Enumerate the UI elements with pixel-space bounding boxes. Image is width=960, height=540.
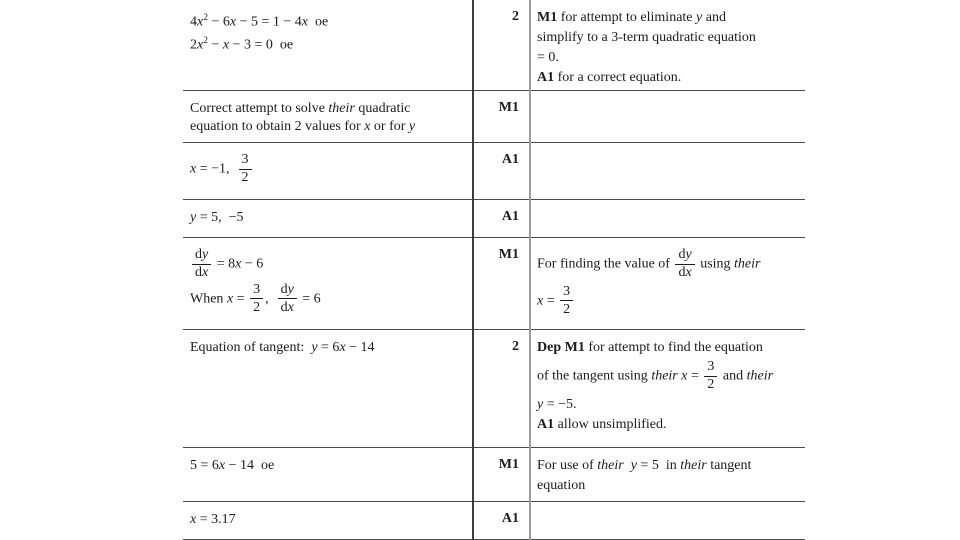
text-run: Correct attempt to solve (190, 101, 329, 116)
text-run: = (687, 368, 703, 384)
text-run: for attempt to eliminate (557, 10, 697, 25)
text-run: − 3 = 0 oe (229, 37, 294, 52)
text-run: x (197, 14, 204, 30)
text-run (624, 458, 631, 473)
text-run: Dep M1 (537, 340, 585, 355)
text-line (190, 100, 464, 118)
fraction (192, 248, 211, 281)
text-run: y (537, 396, 544, 412)
answer-cell (183, 448, 472, 501)
text-run: = 0. (537, 50, 559, 65)
text-line (190, 339, 464, 357)
text-run: = 5, −5 (196, 210, 244, 225)
text-line (190, 457, 464, 475)
text-run: tangent (706, 458, 752, 473)
text-line (537, 359, 799, 394)
text-run: = −5. (543, 396, 577, 412)
guidance-cell (529, 91, 805, 142)
mark-cell: 2 (512, 339, 519, 354)
answer-cell (183, 91, 472, 142)
text-run: 2 (563, 301, 571, 317)
text-run: 3 (253, 281, 261, 297)
answer-cell (183, 200, 472, 237)
text-line (537, 477, 799, 495)
text-line (537, 457, 799, 475)
mark-cell: A1 (501, 511, 519, 526)
text-run: x (537, 293, 544, 309)
mark-cell: A1 (501, 209, 519, 224)
text-run: their (328, 101, 355, 116)
guidance-cell (529, 143, 805, 199)
table-row (183, 330, 805, 448)
text-run: d (280, 299, 288, 315)
text-run: x (685, 265, 692, 281)
text-line (190, 209, 464, 227)
text-line (537, 69, 799, 87)
text-line (190, 247, 464, 282)
fraction (278, 283, 297, 316)
text-line (190, 511, 464, 529)
text-run: equation to obtain 2 values for (190, 119, 365, 134)
text-run: d (195, 247, 202, 262)
guidance-cell (529, 448, 805, 501)
text-run: y (202, 247, 209, 262)
text-run: of the tangent using (537, 368, 652, 384)
text-run: simplify to a 3-term quadratic equation (537, 30, 756, 45)
table-row (183, 143, 805, 200)
text-run: 2 (707, 377, 715, 393)
guidance-cell (529, 238, 805, 329)
text-run: 2 (253, 299, 261, 315)
text-run: and (719, 368, 747, 384)
text-line (537, 416, 799, 434)
text-run: x (226, 291, 234, 307)
text-run: x (190, 512, 197, 527)
text-run: y (190, 210, 197, 225)
text-line (190, 32, 464, 55)
superscript: 2 (203, 13, 208, 23)
text-run: − (207, 37, 223, 52)
answer-cell (183, 0, 472, 90)
table-row (183, 238, 805, 330)
answer-cell (183, 502, 472, 539)
text-run: d (678, 247, 686, 262)
guidance-cell (529, 200, 805, 237)
text-run: = 5 in (636, 458, 681, 473)
mark-cell: 2 (512, 9, 519, 24)
fraction (250, 283, 263, 316)
answer-cell (183, 143, 472, 199)
text-run: y (630, 458, 637, 473)
text-run: A1 (537, 416, 555, 432)
text-line (537, 49, 799, 67)
text-run: = (233, 291, 249, 307)
text-run: x (190, 161, 197, 177)
column-rule-answer-marks (472, 0, 474, 540)
text-run: x (202, 265, 209, 281)
mark-cell: M1 (498, 247, 519, 262)
text-run: , (265, 291, 276, 307)
mark-cell: A1 (501, 152, 519, 167)
table-row (183, 91, 805, 143)
text-line (537, 247, 799, 282)
text-run: their (746, 368, 774, 384)
text-run: − 14 oe (225, 458, 275, 473)
text-line (190, 152, 464, 187)
text-run: using (696, 256, 735, 272)
mark-cell: M1 (498, 100, 519, 115)
text-run: x (222, 37, 230, 52)
fraction (560, 285, 573, 318)
table-row (183, 0, 805, 91)
fraction (239, 153, 252, 186)
text-run: For finding the value of (537, 256, 674, 272)
text-run: For use of (537, 458, 598, 473)
text-run: Equation of tangent: (190, 340, 312, 355)
text-run: 3 (563, 283, 571, 299)
fraction (704, 360, 717, 393)
text-run: = 3.17 (196, 512, 236, 527)
text-run: − 14 (345, 340, 375, 355)
text-run: M1 (537, 10, 558, 25)
superscript: 2 (203, 35, 208, 46)
text-run: d (678, 265, 686, 281)
text-run: = (543, 293, 559, 309)
text-run: A1 (537, 70, 555, 85)
text-line (537, 9, 799, 27)
text-run: or for (370, 119, 409, 134)
text-run: = −1, (196, 161, 237, 177)
text-run: y (408, 119, 416, 134)
fraction (675, 248, 694, 281)
text-run: their (651, 368, 678, 384)
text-line (537, 339, 799, 357)
guidance-cell (529, 330, 805, 447)
text-run: 3 (707, 359, 715, 374)
text-run: quadratic (354, 101, 411, 116)
text-run: and (702, 10, 726, 25)
mark-cell: M1 (498, 457, 519, 472)
text-run: = 6 (298, 291, 321, 307)
text-run: x (287, 299, 294, 315)
text-run: 2 (241, 170, 249, 186)
text-line (190, 9, 464, 32)
text-run: equation (537, 478, 586, 493)
text-run: − 6 (241, 256, 264, 272)
text-run: = 6 (317, 340, 340, 355)
text-run: their (597, 458, 624, 473)
text-run: − 5 = 1 − 4 (236, 14, 302, 30)
text-run: 2 (190, 37, 197, 52)
text-line (190, 118, 464, 136)
text-run: x (197, 37, 204, 52)
text-run: for a correct equation. (554, 70, 682, 85)
text-run: y (311, 340, 318, 355)
table-row (183, 200, 805, 238)
text-run: their (734, 256, 761, 272)
text-line (537, 29, 799, 47)
text-line (537, 396, 799, 414)
text-run: y (685, 247, 692, 262)
text-run: oe (308, 14, 329, 30)
answer-cell (183, 330, 472, 447)
text-run: x (301, 14, 308, 30)
text-line (190, 282, 464, 317)
text-run: for attempt to find the equation (584, 340, 763, 355)
text-run: x (218, 458, 226, 473)
text-run: d (280, 281, 288, 297)
text-run: = 8 (213, 256, 236, 272)
column-rule-marks-guidance (529, 0, 531, 540)
mark-scheme-table (183, 0, 805, 540)
text-run: x (235, 256, 242, 272)
text-run: y (696, 10, 703, 25)
text-run: x (681, 368, 688, 384)
text-run: x (229, 14, 237, 30)
answer-cell (183, 238, 472, 329)
text-run: − 6 (207, 14, 230, 30)
table-row (183, 502, 805, 540)
guidance-cell (529, 0, 805, 90)
text-run: 3 (241, 152, 249, 167)
text-run: their (680, 458, 707, 473)
text-line (537, 284, 799, 319)
text-run: y (287, 281, 294, 297)
text-run: 5 = 6 (190, 458, 219, 473)
text-run: allow unsimplified. (554, 416, 667, 432)
text-run: d (195, 265, 202, 281)
text-run: x (364, 119, 371, 134)
table-row (183, 448, 805, 502)
text-run: When (190, 291, 227, 307)
text-run: x (339, 340, 346, 355)
guidance-cell (529, 502, 805, 539)
text-run: 4 (190, 14, 197, 30)
